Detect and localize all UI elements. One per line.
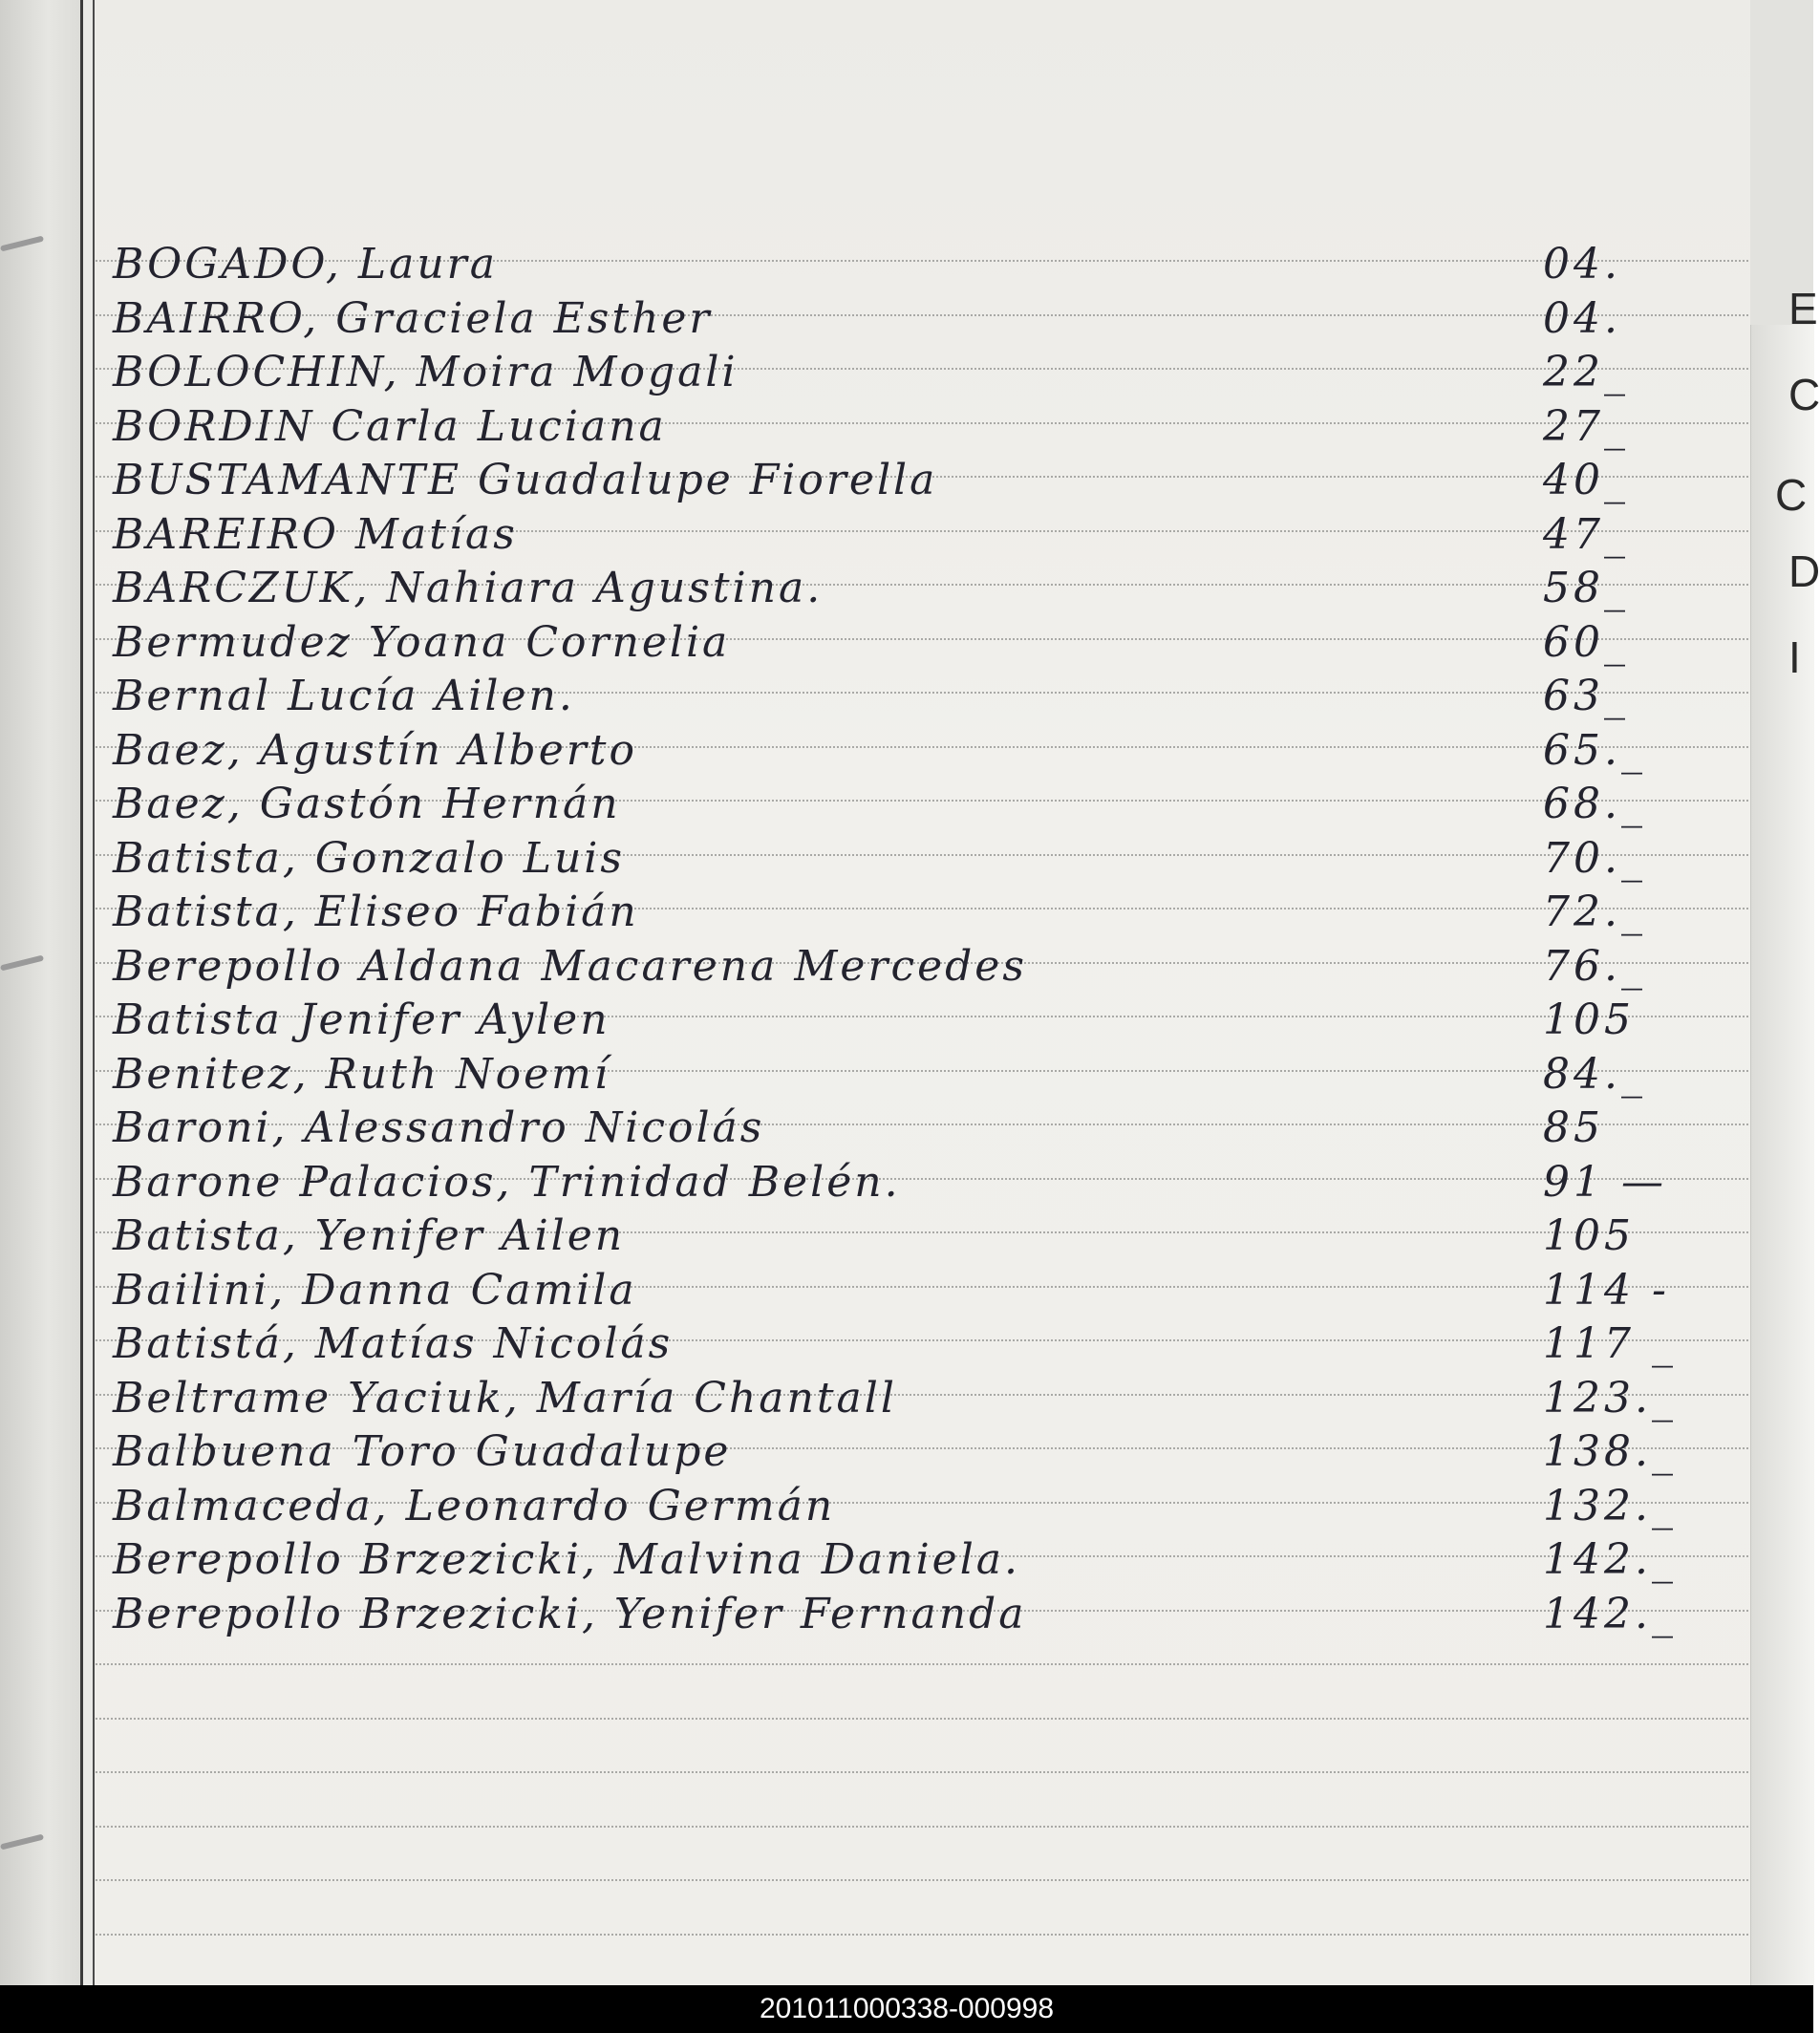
entry-number: 84._ (1543, 1049, 1646, 1099)
entry-number: 123._ (1543, 1373, 1677, 1423)
entry-name: Beltrame Yaciuk, María Chantall (113, 1373, 897, 1423)
entry-name: Berepollo Aldana Macarena Mercedes (113, 941, 1027, 991)
entry-number: 91 — (1543, 1157, 1667, 1207)
entry-number: 04. (1543, 240, 1621, 289)
entry-name: Berepollo Brzezicki, Yenifer Fernanda (113, 1589, 1027, 1638)
entry-number: 40_ (1543, 456, 1629, 504)
entry-name: Baez, Gastón Hernán (113, 780, 621, 828)
entry-number: 68._ (1543, 780, 1646, 828)
entry-name: BARCZUK, Nahiara Agustina. (113, 564, 824, 612)
document-id-footer (0, 1985, 1813, 2033)
entry-name: BAREIRO Matías (113, 509, 518, 559)
document-id: 201011000338-000998 (759, 1993, 1055, 2024)
ruled-line (96, 1771, 1748, 1773)
entry-number: 60_ (1543, 617, 1629, 667)
entry-name: Benitez, Ruth Noemí (113, 1049, 610, 1099)
entry-number: 47_ (1543, 509, 1629, 559)
entry-number: 138._ (1543, 1427, 1677, 1476)
entry-name: Batista Jenifer Aylen (113, 995, 610, 1044)
index-tab-letter: C (1775, 470, 1808, 520)
entry-number: 105 (1543, 1211, 1635, 1260)
entry-number: 114 - (1543, 1265, 1670, 1315)
entry-name: Batista, Gonzalo Luis (113, 833, 625, 883)
index-tab-letter: I (1788, 632, 1801, 682)
entry-name: Baroni, Alessandro Nicolás (113, 1103, 765, 1152)
entry-name: Barone Palacios, Trinidad Belén. (113, 1157, 901, 1207)
entry-name: BORDIN Carla Luciana (113, 401, 667, 451)
underlying-page (1750, 0, 1813, 325)
entry-number: 72._ (1543, 888, 1646, 936)
entry-number: 04. (1543, 293, 1621, 343)
entry-name: Bernal Lucía Ailen. (113, 672, 575, 720)
entry-number: 27_ (1543, 401, 1629, 451)
ruled-line (96, 1826, 1748, 1828)
entry-name: Bailini, Danna Camila (113, 1265, 637, 1315)
entry-number: 70._ (1543, 833, 1646, 883)
ruled-line (96, 1718, 1748, 1720)
entry-name: Bermudez Yoana Cornelia (113, 617, 731, 667)
entry-name: Batista, Yenifer Ailen (113, 1211, 626, 1260)
entry-name: Berepollo Brzezicki, Malvina Daniela. (113, 1535, 1021, 1584)
entry-number: 117 _ (1543, 1319, 1677, 1368)
entry-number: 142._ (1543, 1589, 1677, 1638)
entry-number: 63_ (1543, 672, 1629, 720)
entry-name: Batista, Eliseo Fabián (113, 888, 639, 936)
binding-edge (80, 0, 83, 1985)
index-tab-letter: D (1788, 546, 1820, 596)
entry-number: 142._ (1543, 1535, 1677, 1584)
entry-name: Batistá, Matías Nicolás (113, 1319, 674, 1368)
entry-name: BUSTAMANTE Guadalupe Fiorella (113, 456, 938, 504)
entry-name: Baez, Agustín Alberto (113, 725, 637, 775)
index-tab-letter: C (1788, 370, 1820, 419)
entry-number: 58_ (1543, 564, 1629, 612)
previous-page-edge (0, 0, 80, 1985)
entry-number: 85 (1543, 1103, 1604, 1152)
ruled-line (96, 1934, 1748, 1936)
entry-number: 105 (1543, 995, 1635, 1044)
entry-name: BAIRRO, Graciela Esther (113, 293, 713, 343)
entry-number: 22_ (1543, 348, 1629, 396)
entry-name: Balbuena Toro Guadalupe (113, 1427, 732, 1476)
index-tab-letter: E (1788, 284, 1818, 333)
ruled-line (96, 1879, 1748, 1881)
entry-number: 65._ (1543, 725, 1646, 775)
ruled-line (96, 1663, 1748, 1665)
entry-name: Balmaceda, Leonardo Germán (113, 1481, 836, 1530)
entry-name: BOLOCHIN, Moira Mogali (113, 348, 739, 396)
entry-number: 76._ (1543, 941, 1646, 991)
entry-number: 132._ (1543, 1481, 1677, 1530)
entry-name: BOGADO, Laura (113, 240, 498, 289)
